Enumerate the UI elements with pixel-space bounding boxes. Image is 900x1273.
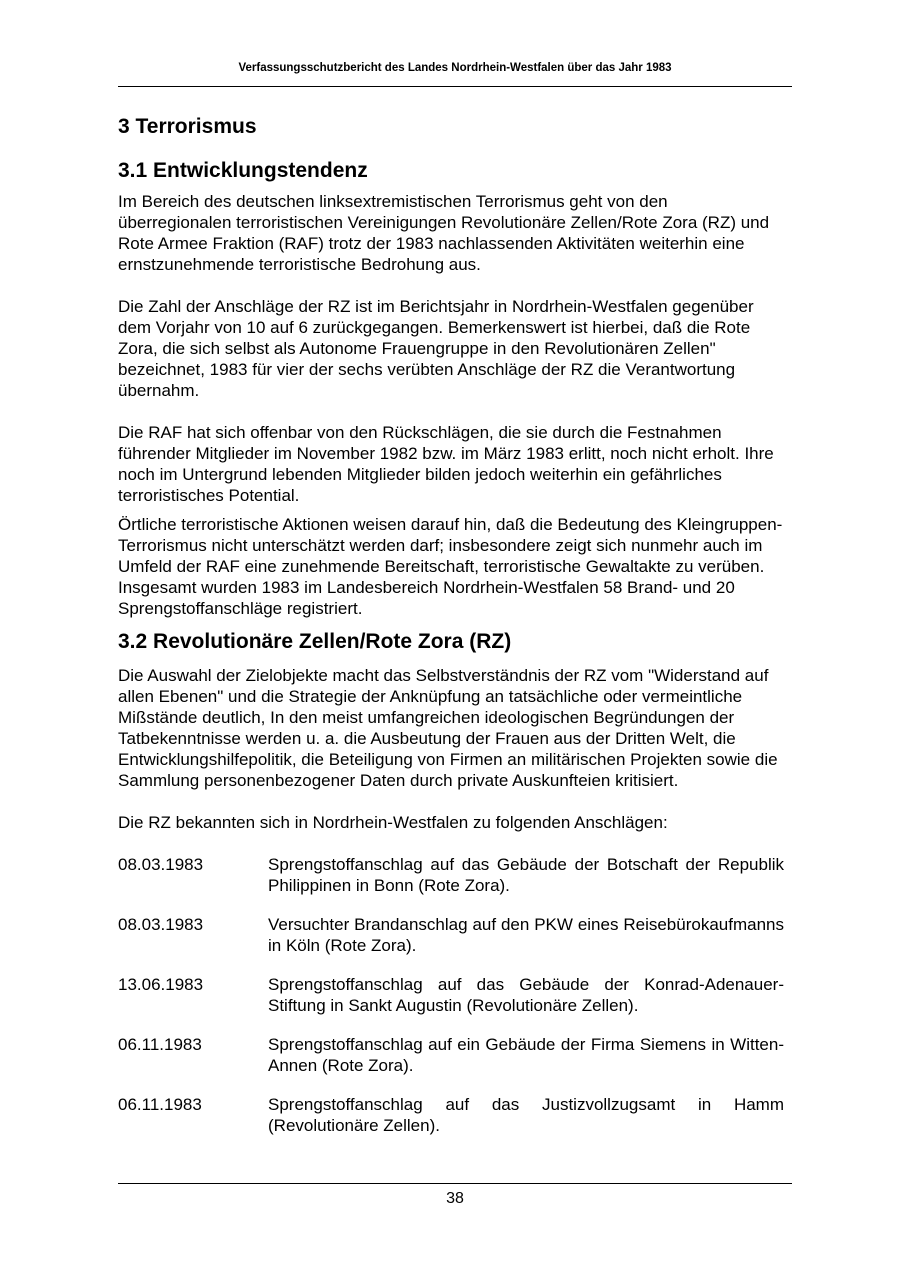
attack-description: Sprengstoffanschlag auf das Justizvollzugsamt in Hamm (Revolutionäre Zellen). — [268, 1095, 784, 1135]
subsection-title-entwicklungstendenz: 3.1 Entwicklungstendenz — [118, 159, 368, 182]
list-item — [118, 914, 784, 956]
attack-description: Versuchter Brandanschlag auf den PKW eines Reisebürokaufmanns in Köln (Rote Zora). — [268, 915, 784, 955]
attack-date: 08.03.1983 — [118, 915, 204, 934]
attack-date: 08.03.1983 — [118, 855, 204, 874]
page-content — [118, 112, 784, 1154]
paragraph: Die Zahl der Anschläge der RZ ist im Berichtsjahr in Nordrhein-Westfalen gegenüber dem Vorjahr von 10 auf 6 zurückgegangen. Bemerkenswert ist hierbei, daß die Rote Zora, die sich selbst als Autonome Frauengruppe in den Revolutionären Zellen" bezeichnet, 1983 für vier der sechs verübten Anschläge der RZ die Verantwortung übernahm. — [118, 297, 754, 400]
attack-description: Sprengstoffanschlag auf das Gebäude der Konrad-Adenauer-Stiftung in Sankt Augustin (Revolutionäre Zellen). — [268, 975, 784, 1015]
section-title: 3 Terrorismus — [118, 115, 257, 138]
paragraph: Die RAF hat sich offenbar von den Rückschlägen, die sie durch die Festnahmen führender Mitglieder im November 1982 bzw. im März 1983 erlitt, noch nicht erholt. Ihre noch im Untergrund lebenden Mitglieder bilden jedoch weiterhin ein gefährliches terroristisches Potential. — [118, 423, 774, 505]
page-number: 38 — [446, 1190, 464, 1207]
paragraph: Die Auswahl der Zielobjekte macht das Selbstverständnis der RZ vom "Widerstand auf allen Ebenen" und die Strategie der Anknüpfung an tatsächliche oder vermeintliche Mißstände deutlich, In den meist umfangreichen ideologischen Begründungen der Tatbekenntnisse werden u. a. die Ausbeutung der Frauen aus der Dritten Welt, die Entwicklungshilfepolitik, die Beteiligung von Firmen an militärischen Projekten sowie die Sammlung personenbezogener Daten durch private Auskunfteien kritisiert. — [118, 666, 778, 790]
running-header: Verfassungsschutzbericht des Landes Nordrhein-Westfalen über das Jahr 1983 — [238, 62, 672, 74]
attack-date: 06.11.1983 — [118, 1095, 202, 1114]
attack-date: 06.11.1983 — [118, 1035, 202, 1054]
footer-divider — [118, 1183, 792, 1184]
attack-description: Sprengstoffanschlag auf ein Gebäude der Firma Siemens in Witten-Annen (Rote Zora). — [268, 1035, 784, 1075]
list-item — [118, 974, 784, 1016]
paragraph: Die RZ bekannten sich in Nordrhein-Westfalen zu folgenden Anschlägen: — [118, 813, 668, 832]
list-item — [118, 1034, 784, 1076]
attack-date: 13.06.1983 — [118, 975, 204, 994]
paragraph: Örtliche terroristische Aktionen weisen darauf hin, daß die Bedeutung des Kleingruppen-Terrorismus nicht unterschätzt werden darf; insbesondere zeigt sich nunmehr auch im Umfeld der RAF eine zunehmende Bereitschaft, terroristische Gewaltakte zu verüben. Insgesamt wurden 1983 im Landesbereich Nordrhein-Westfalen 58 Brand- und 20 Sprengstoffanschläge registriert. — [118, 515, 783, 618]
paragraph: Im Bereich des deutschen linksextremistischen Terrorismus geht von den überregionalen terroristischen Vereinigungen Revolutionäre Zellen/Rote Zora (RZ) und Rote Armee Fraktion (RAF) trotz der 1983 nachlassenden Aktivitäten weiterhin eine ernstzunehmende terroristische Bedrohung aus. — [118, 192, 770, 274]
attack-description: Sprengstoffanschlag auf das Gebäude der Botschaft der Republik Philippinen in Bonn (Rote Zora). — [268, 855, 784, 895]
attack-list — [118, 854, 784, 1136]
header-divider — [118, 86, 792, 87]
subsection-title-revolutionaere-zellen: 3.2 Revolutionäre Zellen/Rote Zora (RZ) — [118, 630, 512, 653]
list-item — [118, 1094, 784, 1136]
list-item — [118, 854, 784, 896]
